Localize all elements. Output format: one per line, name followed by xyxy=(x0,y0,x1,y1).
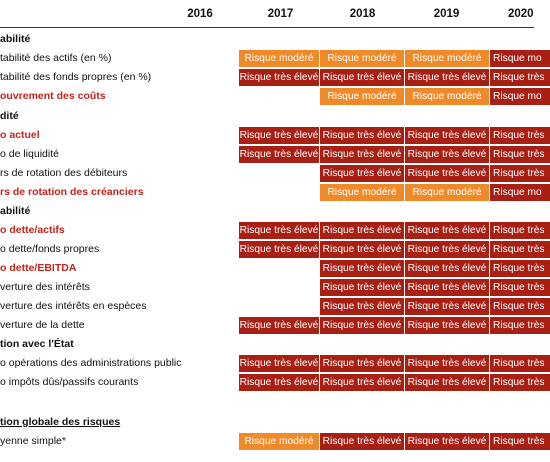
row-label: tion globale des risques xyxy=(0,416,121,428)
year-header-2018: 2018 xyxy=(349,8,376,20)
table-row xyxy=(0,354,545,373)
row-label: o impôts dûs/passifs courants xyxy=(0,376,139,388)
risk-cell-2017: Risque modéré xyxy=(239,50,319,67)
row-label: o dette/EBITDA xyxy=(0,262,77,274)
risk-cell-2020: Risque mo xyxy=(490,88,550,105)
table-row xyxy=(0,145,545,164)
risk-cell-2020: Risque très xyxy=(490,433,550,450)
table-row xyxy=(0,183,542,202)
risk-cell-2017: Risque très élevé xyxy=(239,146,319,163)
risk-cell-2018: Risque très élevé xyxy=(320,222,404,239)
row-label: o dette/fonds propres xyxy=(0,243,100,255)
risk-cell-2020: Risque mo xyxy=(490,50,550,67)
risk-cell-2018: Risque très élevé xyxy=(320,146,404,163)
risk-cell-2020: Risque très xyxy=(490,222,550,239)
table-row xyxy=(0,278,545,297)
risk-cell-2019: Risque très élevé xyxy=(405,260,489,277)
year-header-2016: 2016 xyxy=(187,8,213,20)
risk-cell-2018: Risque très élevé xyxy=(320,374,404,391)
row-label: yenne simple* xyxy=(0,435,66,447)
row-label: rs de rotation des débiteurs xyxy=(0,167,128,179)
risk-cell-2019: Risque très élevé xyxy=(405,317,489,334)
risk-cell-2018: Risque très élevé xyxy=(320,165,404,182)
risk-cell-2020: Risque très xyxy=(490,298,550,315)
table-row xyxy=(0,87,542,106)
risk-cell-2018: Risque très élevé xyxy=(320,355,404,372)
year-header-2019: 2019 xyxy=(433,8,460,20)
table-row xyxy=(0,297,545,316)
risk-cell-2019: Risque très élevé xyxy=(405,222,489,239)
risk-cell-2020: Risque très xyxy=(490,165,550,182)
row-label: o actuel xyxy=(0,129,40,141)
risk-cell-2018: Risque modéré xyxy=(320,184,404,201)
table-row xyxy=(0,30,534,49)
table-row xyxy=(0,221,545,240)
table-row xyxy=(0,240,545,259)
risk-cell-2020: Risque très xyxy=(490,69,550,86)
risk-cell-2017: Risque très élevé xyxy=(239,374,319,391)
risk-cell-2018: Risque très élevé xyxy=(320,317,404,334)
risk-cell-2020: Risque très xyxy=(490,127,550,144)
risk-cell-2017: Risque très élevé xyxy=(239,241,319,258)
row-label: o de liquidité xyxy=(0,148,59,160)
risk-cell-2017: Risque modéré xyxy=(239,433,319,450)
risk-cell-2018: Risque très élevé xyxy=(320,69,404,86)
table-row xyxy=(0,392,534,411)
risk-cell-2017: Risque très élevé xyxy=(239,222,319,239)
row-label: rs de rotation des créanciers xyxy=(0,186,144,198)
row-label: verture de la dette xyxy=(0,319,85,331)
risk-cell-2018: Risque très élevé xyxy=(320,279,404,296)
risk-cell-2017: Risque très élevé xyxy=(239,355,319,372)
risk-cell-2020: Risque très xyxy=(490,241,550,258)
risk-cell-2019: Risque très élevé xyxy=(405,298,489,315)
risk-cell-2019: Risque très élevé xyxy=(405,374,489,391)
risk-cell-2019: Risque très élevé xyxy=(405,127,489,144)
risk-cell-2020: Risque très xyxy=(490,374,550,391)
table-row xyxy=(0,68,545,87)
row-label: abilité xyxy=(0,205,31,217)
risk-cell-2019: Risque très élevé xyxy=(405,279,489,296)
table-row xyxy=(0,259,545,278)
row-label: tion avec l'État xyxy=(0,338,74,350)
table-row xyxy=(0,413,534,432)
risk-cell-2020: Risque très xyxy=(490,146,550,163)
table-row xyxy=(0,164,545,183)
row-label: verture des intérêts xyxy=(0,281,90,293)
risk-cell-2018: Risque très élevé xyxy=(320,127,404,144)
header-divider xyxy=(0,27,534,28)
table-row xyxy=(0,107,534,126)
risk-cell-2020: Risque très xyxy=(490,260,550,277)
risk-cell-2018: Risque modéré xyxy=(320,88,404,105)
row-label: verture des intérêts en espèces xyxy=(0,300,147,312)
risk-cell-2020: Risque très xyxy=(490,355,550,372)
risk-cell-2018: Risque très élevé xyxy=(320,433,404,450)
risk-cell-2019: Risque très élevé xyxy=(405,146,489,163)
table-row xyxy=(0,335,534,354)
risk-cell-2019: Risque très élevé xyxy=(405,69,489,86)
risk-cell-2017: Risque très élevé xyxy=(239,127,319,144)
risk-cell-2018: Risque très élevé xyxy=(320,298,404,315)
row-label: dité xyxy=(0,110,19,122)
year-header-2020: 2020 xyxy=(508,8,534,20)
row-label: tabilité des fonds propres (en %) xyxy=(0,71,152,83)
risk-cell-2019: Risque modéré xyxy=(405,50,489,67)
row-label: tabilité des actifs (en %) xyxy=(0,52,112,64)
table-row xyxy=(0,316,545,335)
risk-cell-2019: Risque très élevé xyxy=(405,165,489,182)
row-label: ouvrement des coûts xyxy=(0,90,106,102)
risk-cell-2020: Risque très xyxy=(490,317,550,334)
risk-cell-2018: Risque très élevé xyxy=(320,241,404,258)
risk-cell-2018: Risque très élevé xyxy=(320,260,404,277)
row-label: abilité xyxy=(0,33,31,45)
table-row xyxy=(0,202,534,221)
risk-cell-2019: Risque très élevé xyxy=(405,241,489,258)
row-label: o opérations des administrations public xyxy=(0,357,182,369)
risk-cell-2019: Risque modéré xyxy=(405,88,489,105)
year-header-2017: 2017 xyxy=(267,8,294,20)
risk-cell-2017: Risque très élevé xyxy=(239,317,319,334)
table-row xyxy=(0,373,545,392)
table-row xyxy=(0,126,545,145)
table-row xyxy=(0,432,545,451)
risk-cell-2019: Risque très élevé xyxy=(405,355,489,372)
risk-cell-2017: Risque très élevé xyxy=(239,69,319,86)
risk-cell-2020: Risque mo xyxy=(490,184,550,201)
risk-cell-2018: Risque modéré xyxy=(320,50,404,67)
row-label: o dette/actifs xyxy=(0,224,65,236)
risk-cell-2020: Risque très xyxy=(490,279,550,296)
risk-cell-2019: Risque modéré xyxy=(405,184,489,201)
table-row xyxy=(0,49,542,68)
risk-cell-2019: Risque très élevé xyxy=(405,433,489,450)
